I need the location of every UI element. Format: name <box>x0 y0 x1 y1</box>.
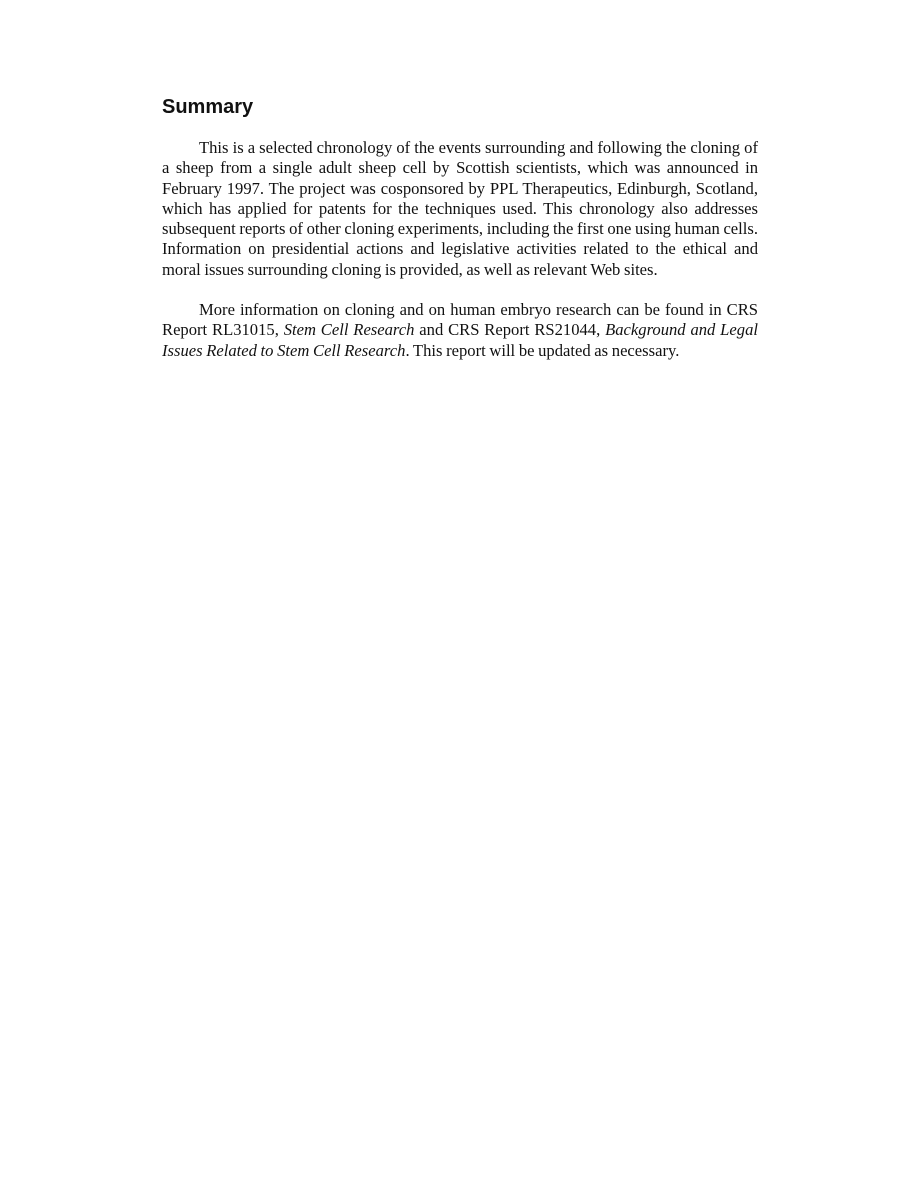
summary-paragraph-2 <box>162 300 758 361</box>
summary-section <box>162 94 758 381</box>
report-title-stem-cell-research: Stem Cell Research <box>283 320 415 340</box>
report-title-background-legal-issues: Background and Legal Issues Related to Stem Cell Research <box>162 320 758 360</box>
summary-paragraph-1: This is a selected chronology of the events surrounding and following the cloning of a sheep from a single adult sheep cell by Scottish scientists, which was announced in February 1997. The project was cosponsored by PPL Therapeutics, Edinburgh, Scotland, which has applied for patents for the techniques used. This chronology also addresses subsequent reports of other cloning experiments, including the first one using human cells. Information on presidential actions and legislative activities related to the ethical and moral issues surrounding cloning is provided, as well as relevant Web sites. <box>162 138 758 279</box>
paragraph-2-text-3: . This report will be updated as necessary. <box>405 340 680 360</box>
paragraph-2-text-2: and CRS Report RS21044, <box>414 320 606 340</box>
paragraph-2-text-1: More information on cloning and on human embryo research can be found in CRS Report RL31015, <box>162 300 758 340</box>
summary-heading: Summary <box>162 96 254 118</box>
